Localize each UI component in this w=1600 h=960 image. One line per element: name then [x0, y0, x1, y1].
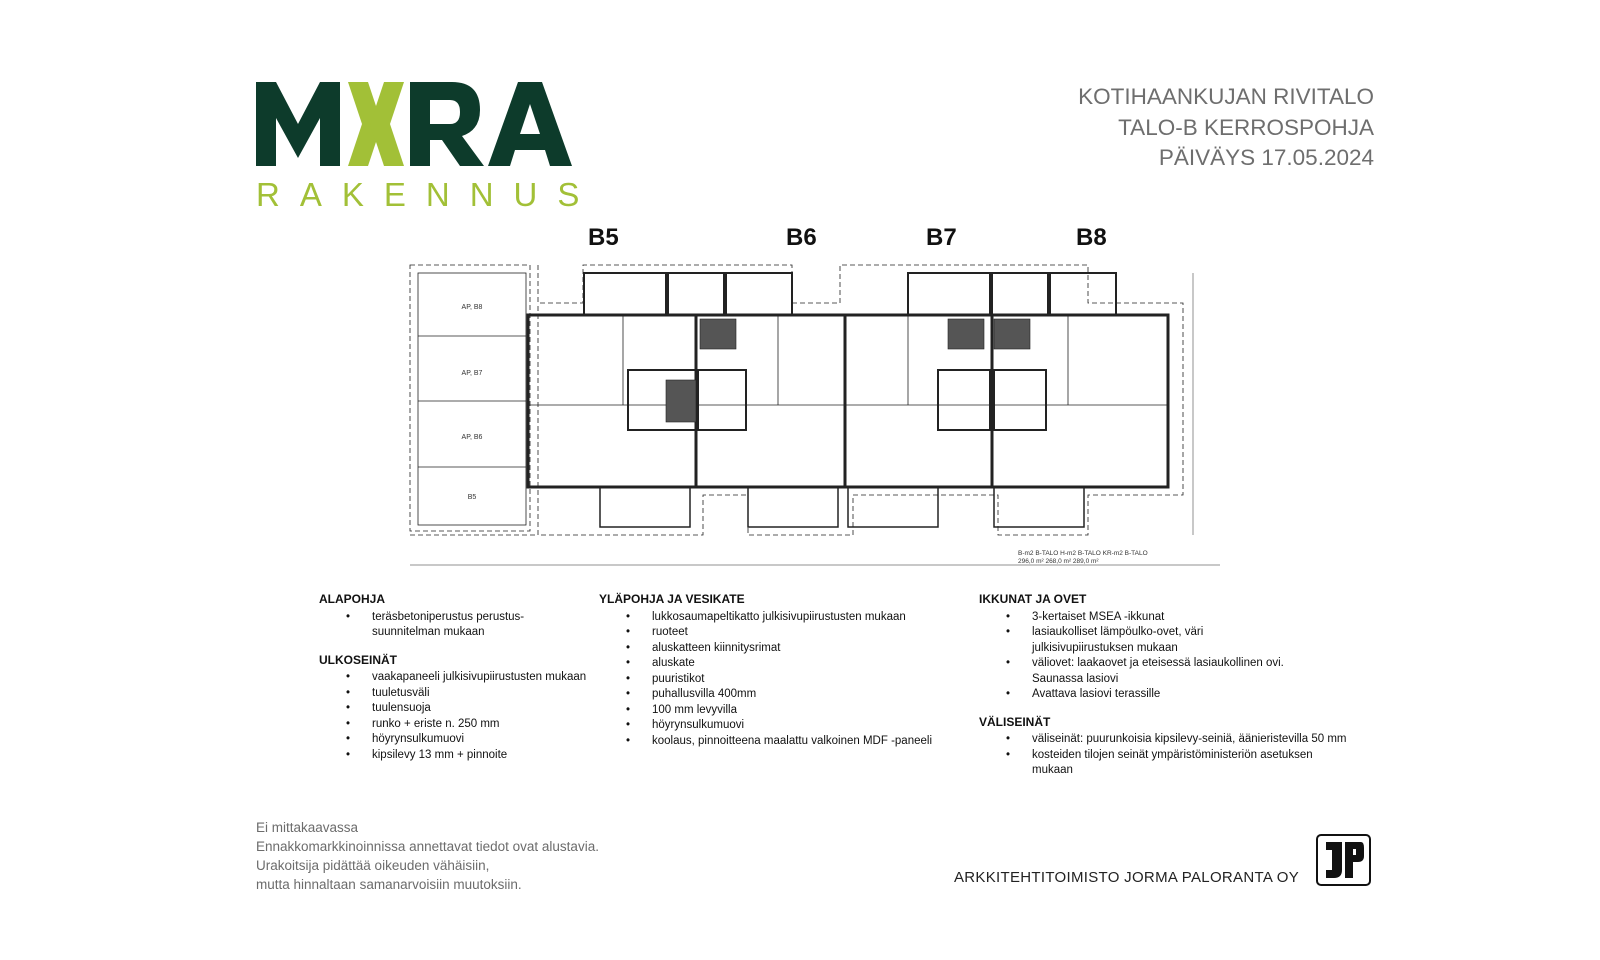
storage-label-b5: B5 — [467, 494, 477, 501]
storage-label-ap-b7: AP, B7 — [461, 370, 483, 377]
spec-column-3 — [979, 592, 1359, 791]
architect-name: ARKKITEHTITOIMISTO JORMA PALORANTA OY — [954, 869, 1300, 886]
disclaimer-line: mutta hinnaltaan samanarvoisiin muutoksiin. — [256, 877, 522, 892]
storage-label-ap-b6: AP, B6 — [461, 434, 483, 441]
title-drawing: TALO-B KERROSPOHJA — [1118, 114, 1374, 140]
unit-label-b6: B6 — [786, 224, 817, 251]
spec-column-2 — [599, 592, 959, 761]
jp-logo-icon — [1316, 834, 1371, 886]
spec-ikkunat-item: • väliovet: laakaovet ja eteisessä lasiaukollinen ovi. Saunassa lasiovi — [979, 656, 1359, 687]
unit-label-b5: B5 — [588, 224, 619, 251]
spec-valiseinat-item: • kosteiden tilojen seinät ympäristöministeriön asetuksen mukaan — [979, 748, 1359, 779]
spec-ulkoseinat-item: • kipsilevy 13 mm + pinnoite — [319, 748, 599, 764]
document-title-block — [1078, 82, 1374, 174]
spec-ulkoseinat-item: • runko + eriste n. 250 mm — [319, 717, 599, 733]
spec-ylapohja-item: • aluskate — [599, 656, 959, 672]
unit-label-b7: B7 — [926, 224, 957, 251]
spec-ylapohja-item: • puhallusvilla 400mm — [599, 687, 959, 703]
mira-rakennus-logo — [256, 80, 601, 213]
title-date: PÄIVÄYS 17.05.2024 — [1158, 145, 1374, 170]
spec-ylapohja-item: • lukkosaumapeltikatto julkisivupiirustusten mukaan — [599, 610, 959, 626]
spec-valiseinat-title: VÄLISEINÄT — [979, 714, 1051, 729]
spec-ylapohja-item: • ruoteet — [599, 625, 959, 641]
spec-alapohja-item: • teräsbetoniperustus perustus- suunnitelman mukaan — [319, 610, 599, 641]
logo-subtitle: RAKENNUS — [256, 176, 600, 213]
spec-ylapohja-item: • koolaus, pinnoitteena maalattu valkoinen MDF -paneeli — [599, 734, 959, 750]
floor-plan-svg — [408, 235, 1220, 587]
spec-alapohja-title: ALAPOHJA — [319, 592, 386, 606]
spec-ikkunat-item: • 3-kertaiset MSEA -ikkunat — [979, 610, 1359, 626]
disclaimer-line: Ei mittakaavassa — [256, 820, 359, 835]
spec-ylapohja-item: • 100 mm levyvilla — [599, 703, 959, 719]
storage-label-ap-b8: AP, B8 — [461, 304, 483, 311]
spec-column-1 — [319, 592, 599, 775]
areas-header: B-m2 B-TALO H-m2 B-TALO KR-m2 B-TALO — [1018, 550, 1148, 557]
spec-ulkoseinat-title: ULKOSEINÄT — [319, 652, 397, 667]
spec-ylapohja-item: • höyrynsulkumuovi — [599, 718, 959, 734]
spec-ikkunat-item: • lasiaukolliset lämpöulko-ovet, väri julkisivupiirustuksen mukaan — [979, 625, 1359, 656]
jp-architect-logo — [1316, 834, 1371, 886]
title-project: KOTIHAANKUJAN RIVITALO — [1078, 84, 1374, 109]
spec-ylapohja-title: YLÄPOHJA JA VESIKATE — [599, 592, 745, 606]
spec-valiseinat-item: • väliseinät: puurunkoisia kipsilevy-seiniä, äänieristevilla 50 mm — [979, 732, 1359, 748]
disclaimer — [256, 818, 599, 894]
unit-label-b8: B8 — [1076, 224, 1107, 251]
spec-ikkunat-title: IKKUNAT JA OVET — [979, 592, 1087, 606]
floor-plan-drawing — [408, 235, 1220, 587]
spec-ikkunat-item: • Avattava lasiovi terassille — [979, 687, 1359, 703]
spec-ulkoseinat-item: • tuulensuoja — [319, 701, 599, 717]
disclaimer-line: Urakoitsija pidättää oikeuden vähäisiin, — [256, 858, 490, 873]
spec-ulkoseinat-item: • vaakapaneeli julkisivupiirustusten mukaan — [319, 670, 599, 686]
disclaimer-line: Ennakkomarkkinoinnissa annettavat tiedot ovat alustavia. — [256, 839, 599, 854]
spec-ulkoseinat-item: • tuuletusväli — [319, 686, 599, 702]
spec-ylapohja-item: • aluskatteen kiinnitysrimat — [599, 641, 959, 657]
spec-ulkoseinat-item: • höyrynsulkumuovi — [319, 732, 599, 748]
areas-values: 296,0 m² 268,0 m² 289,0 m² — [1018, 558, 1099, 565]
spec-ylapohja-item: • puuristikot — [599, 672, 959, 688]
